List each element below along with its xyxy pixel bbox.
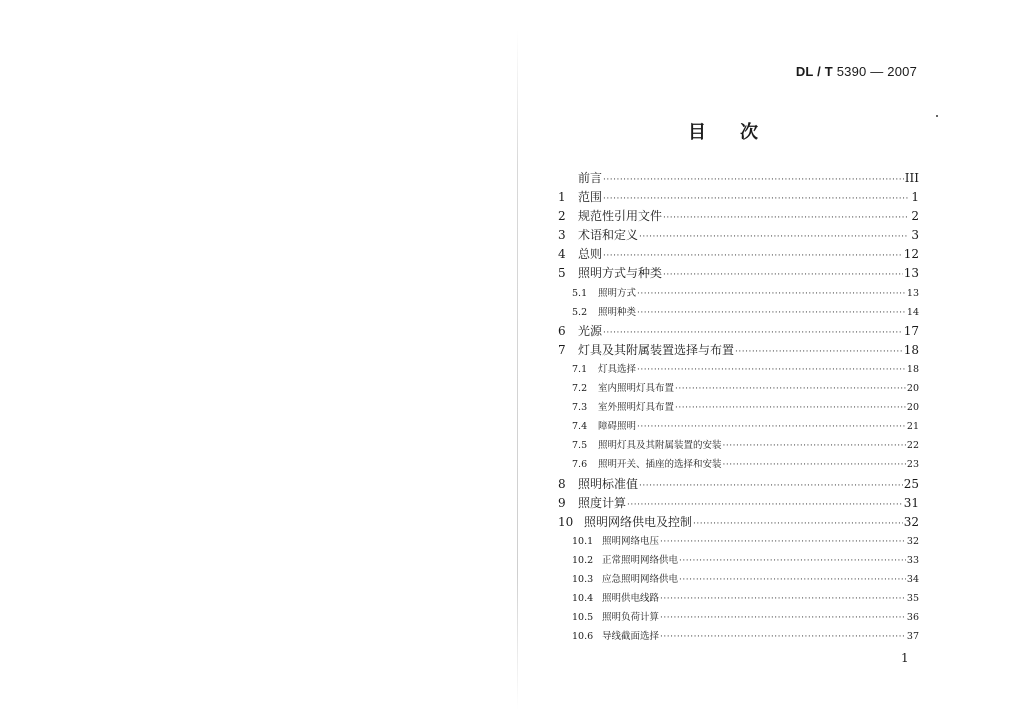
toc-entry-number: 10.5 [572,612,594,624]
toc-entry-page: 32 [903,514,919,529]
toc-entry-page: 32 [906,535,919,547]
toc-leader-dots [660,628,906,647]
toc-entry-number: 10.1 [572,535,594,547]
toc-entry-title: 照明开关、插座的选择和安装 [598,459,722,471]
toc-leader-dots [679,571,906,590]
toc-entry-title: 应急照明网络供电 [602,573,679,585]
toc-leader-dots [723,437,906,456]
toc-entry-number: 7 [558,342,566,357]
toc-entry-page: 13 [903,266,919,281]
toc-entry[interactable] [558,379,919,398]
toc-entry[interactable] [558,436,919,455]
toc-entry[interactable] [558,417,919,436]
toc-entry-title: 照明网络供电及控制 [584,514,693,529]
toc-leader-dots [639,228,908,247]
toc-entry-number: 5.2 [572,306,588,318]
toc-entry-number: 7.1 [572,363,588,375]
toc-entry-title: 照明网络电压 [602,535,660,547]
toc-entry-number: 5.1 [572,287,588,299]
toc-entry-title: 前言 [578,171,603,185]
toc-entry[interactable] [558,188,919,207]
page-spine [517,30,518,710]
toc-entry-title: 灯具及其附属装置选择与布置 [578,342,735,357]
toc-leader-dots [660,590,906,609]
toc-entry-title: 照明标准值 [578,476,639,491]
toc-entry-page: 23 [906,459,919,471]
toc-entry-title: 照明方式与种类 [578,266,663,281]
toc-entry[interactable] [558,608,919,627]
toc-entry-page: 14 [906,306,919,318]
toc-entry[interactable] [558,322,919,341]
toc-leader-dots [693,515,903,534]
toc-entry-page: 25 [903,476,919,491]
toc-entry-title: 室外照明灯具布置 [598,402,675,414]
toc-entry[interactable] [558,455,919,474]
toc-entry-page: 20 [906,402,919,414]
toc-leader-dots [637,304,906,323]
toc-entry[interactable] [558,551,919,570]
toc-entry-page: III [904,171,919,185]
toc-entry-title: 照明方式 [598,287,637,299]
toc-leader-dots [675,380,906,399]
toc-leader-dots [675,399,906,418]
toc-entry-page: 17 [903,323,919,338]
toc-entry[interactable] [558,398,919,417]
toc-entry-number: 7.5 [572,440,588,452]
toc-entry-number: 2 [558,209,566,224]
toc-entry-number: 7.2 [572,383,588,395]
toc-entry-number: 3 [558,228,566,243]
toc-leader-dots [723,456,906,475]
toc-entry[interactable] [558,169,919,188]
toc-entry-number: 7.3 [572,402,588,414]
code-number: 5390 — 2007 [836,64,917,79]
toc-entry-number: 1 [558,190,566,205]
document-code [796,64,917,79]
toc-entry-title: 正常照明网络供电 [602,554,679,566]
table-of-contents [558,169,919,646]
toc-entry-title: 光源 [578,323,603,338]
toc-leader-dots [637,418,906,437]
toc-entry-number: 5 [558,266,566,281]
toc-entry-number: 9 [558,495,566,510]
toc-entry-page: 33 [906,554,919,566]
toc-entry-page: 34 [906,573,919,585]
toc-entry[interactable] [558,513,919,532]
toc-entry-page: 13 [906,287,919,299]
page-title: 目次 [688,122,792,143]
toc-entry[interactable] [558,589,919,608]
toc-entry[interactable] [558,226,919,245]
toc-entry-page: 36 [906,612,919,624]
toc-entry-page: 22 [906,440,919,452]
toc-entry-page: 2 [911,209,919,224]
toc-entry-title: 障碍照明 [598,421,637,433]
toc-entry[interactable] [558,245,919,264]
toc-entry-number: 8 [558,476,566,491]
toc-entry-number: 4 [558,247,566,262]
toc-entry-page: 20 [906,383,919,395]
page-number: 1 [901,651,909,665]
toc-entry-page: 3 [911,228,919,243]
toc-leader-dots [679,552,906,571]
toc-entry[interactable] [558,303,919,322]
toc-entry[interactable] [558,207,919,226]
toc-entry[interactable] [558,494,919,513]
toc-leader-dots [663,209,908,228]
toc-entry[interactable] [558,360,919,379]
toc-entry-title: 规范性引用文件 [578,209,663,224]
toc-entry-title: 术语和定义 [578,228,639,243]
toc-entry-title: 范围 [578,190,603,205]
toc-leader-dots [603,171,904,190]
toc-leader-dots [660,609,906,628]
toc-entry-number: 7.6 [572,459,588,471]
toc-entry-page: 31 [903,495,919,510]
toc-entry[interactable] [558,284,919,303]
toc-entry-title: 照明供电线路 [602,593,660,605]
toc-entry[interactable] [558,475,919,494]
toc-entry-title: 照度计算 [578,495,627,510]
toc-entry[interactable] [558,570,919,589]
toc-entry-title: 照明负荷计算 [602,612,660,624]
toc-entry-page: 1 [911,190,919,205]
toc-entry-title: 总则 [578,247,603,262]
toc-leader-dots [660,533,906,552]
toc-entry-title: 照明种类 [598,306,637,318]
toc-entry-page: 37 [906,631,919,643]
code-prefix: DL / T [795,64,833,79]
toc-entry-number: 7.4 [572,421,588,433]
toc-entry-number: 10 [558,514,574,529]
toc-leader-dots [639,477,903,496]
toc-leader-dots [735,343,903,362]
toc-entry-number: 6 [558,323,566,338]
toc-entry-title: 导线截面选择 [602,631,660,643]
toc-entry-number: 10.3 [572,573,594,585]
toc-leader-dots [637,285,906,304]
toc-entry-title: 灯具选择 [598,363,637,375]
toc-entry-number: 10.2 [572,554,594,566]
toc-entry-number: 10.4 [572,593,594,605]
toc-leader-dots [637,361,906,380]
toc-entry[interactable] [558,341,919,360]
scan-speck [936,115,938,117]
toc-entry-page: 35 [906,593,919,605]
toc-entry-page: 18 [903,342,919,357]
toc-entry-page: 18 [906,363,919,375]
toc-entry[interactable] [558,532,919,551]
toc-entry-page: 21 [906,421,919,433]
toc-entry-title: 室内照明灯具布置 [598,383,675,395]
toc-entry[interactable] [558,627,919,646]
toc-leader-dots [663,266,903,285]
toc-entry-title: 照明灯具及其附属装置的安装 [598,440,722,452]
toc-entry-number: 10.6 [572,631,594,643]
toc-entry-page: 12 [903,247,919,262]
toc-entry[interactable] [558,264,919,283]
